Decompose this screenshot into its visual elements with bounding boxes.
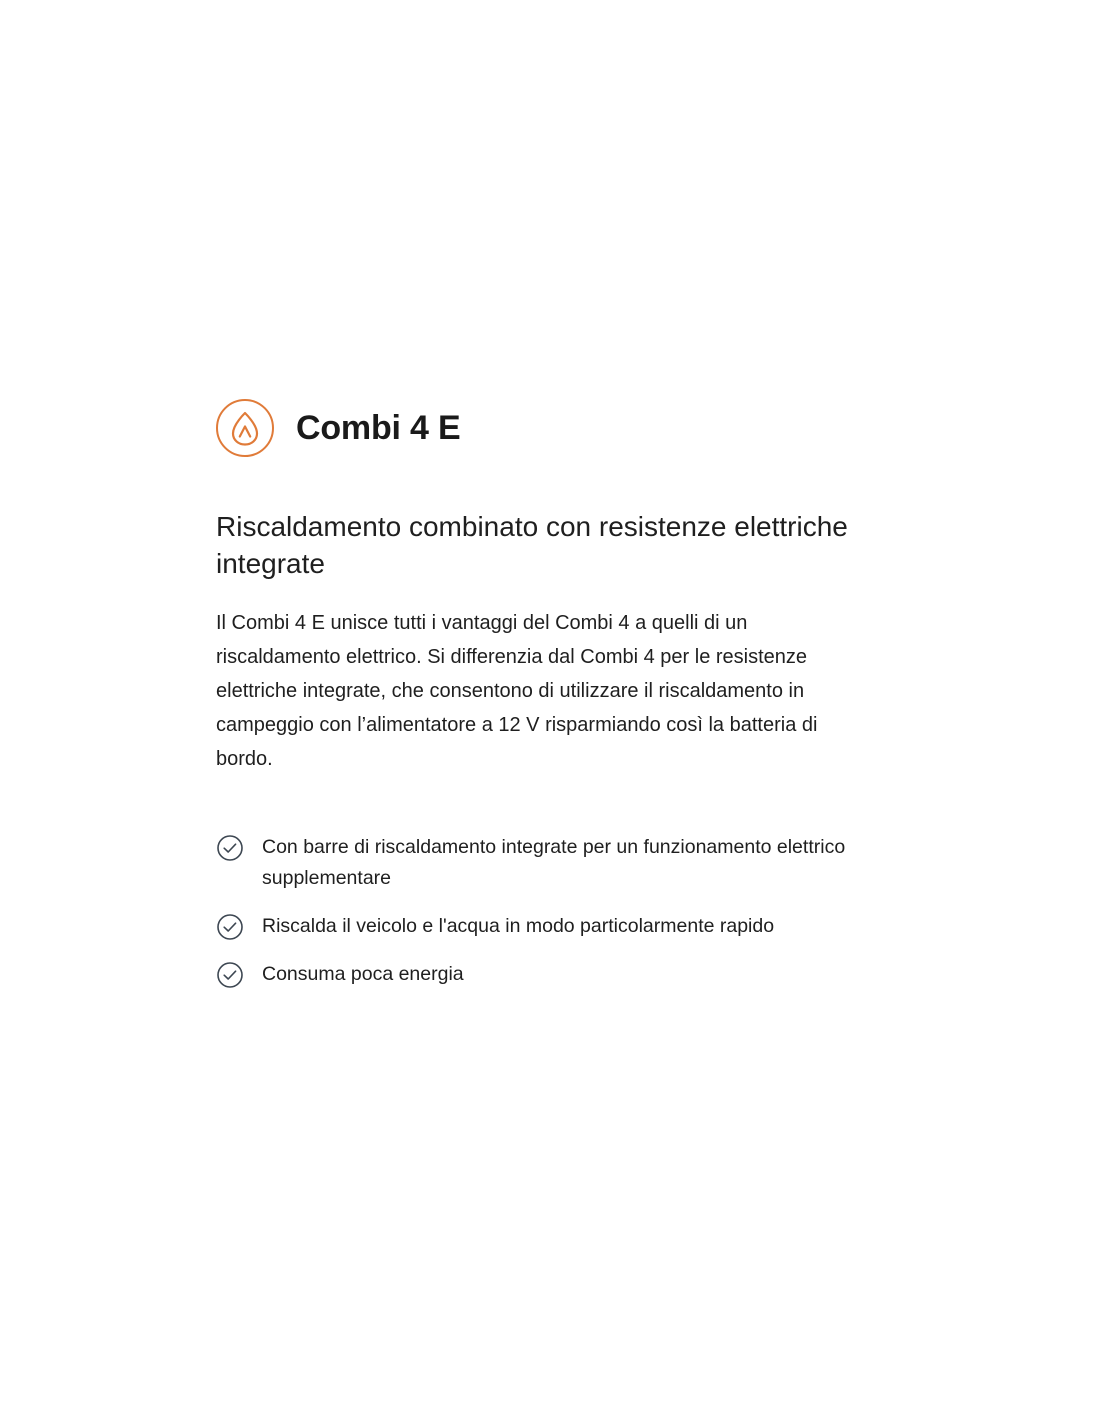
list-item: [216, 911, 936, 941]
check-circle-icon: [216, 913, 244, 941]
list-item-label: Con barre di riscaldamento integrate per un funzionamento elettrico supplementare: [262, 836, 846, 889]
list-item: [216, 959, 936, 989]
page-title: Combi 4 E: [296, 409, 461, 447]
list-item-label: Riscalda il veicolo e l'acqua in modo particolarmente rapido: [262, 914, 775, 937]
product-title-row: [216, 392, 936, 464]
check-circle-icon: [216, 961, 244, 989]
body-paragraph: Il Combi 4 E unisce tutti i vantaggi del Combi 4 a quelli di un riscaldamento elettrico. Si differenzia dal Combi 4 per le resistenze elettriche integrate, che consentono di utilizzare il riscaldamento in campeggio con l’alimentatore a 12 V risparmiando così la batteria di bordo.: [216, 612, 818, 771]
check-circle-icon: [216, 834, 244, 862]
benefits-list: [216, 832, 936, 989]
flame-icon: [216, 399, 274, 457]
headline: Riscaldamento combinato con resistenze elettriche integrate: [216, 511, 848, 580]
product-info-block: [216, 392, 936, 989]
list-item: [216, 832, 936, 892]
list-item-label: Consuma poca energia: [262, 963, 464, 986]
